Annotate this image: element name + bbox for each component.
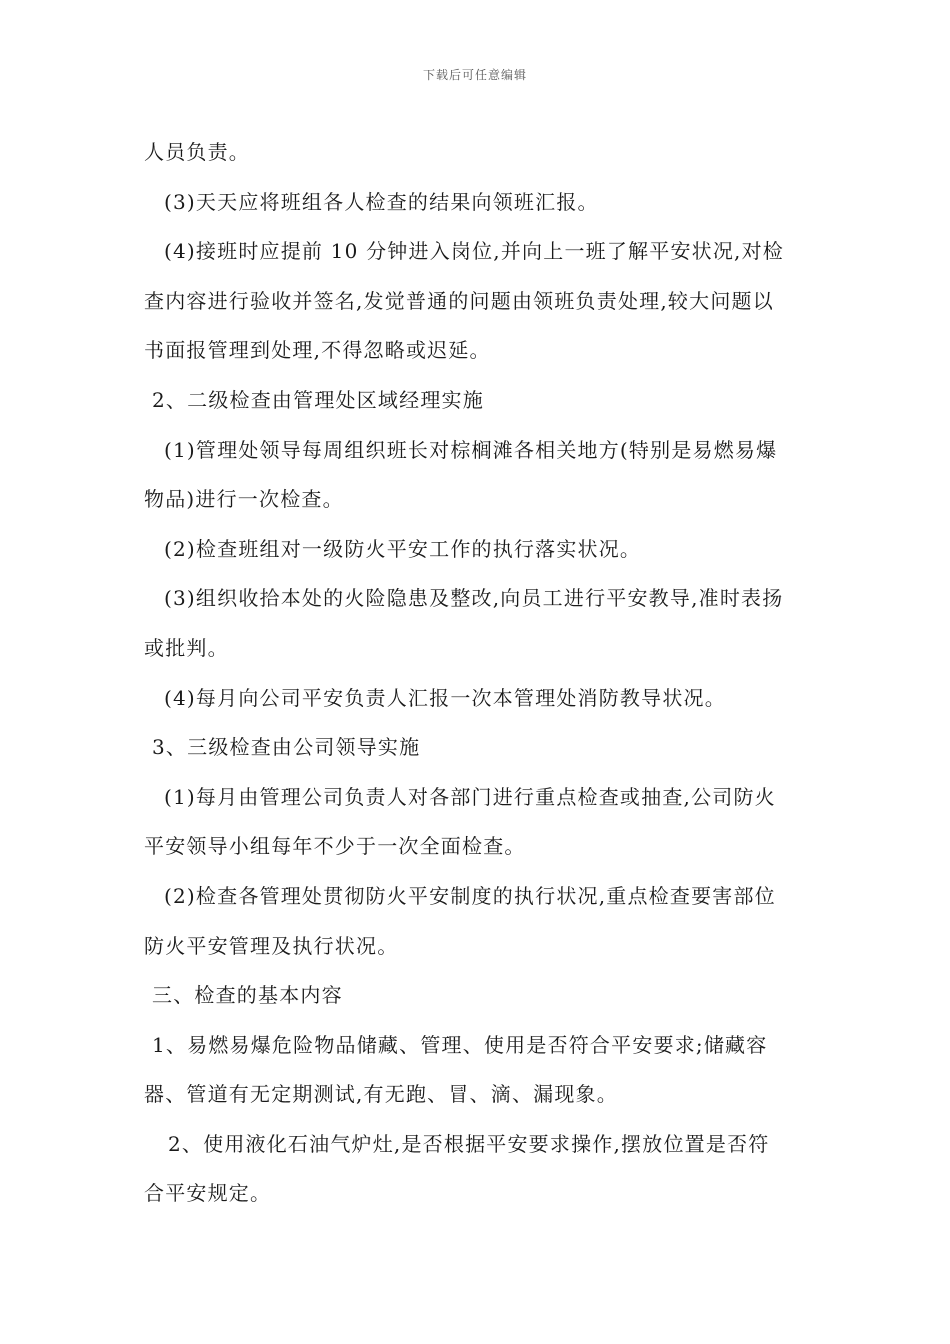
paragraph-line: 防火平安管理及执行状况。 [144,933,399,958]
paragraph-line: (4)接班时应提前 10 分钟进入岗位,并向上一班了解平安状况,对检 [164,239,785,264]
paragraph-line: 2、使用液化石油气炉灶,是否根据平安要求操作,摆放位置是否符 [168,1131,770,1156]
section-heading: 三、检查的基本内容 [152,983,343,1008]
paragraph-line: 1、易燃易爆危险物品储藏、管理、使用是否符合平安要求;储藏容 [152,1032,768,1057]
paragraph-line: 查内容进行验收并签名,发觉普通的问题由领班负责处理,较大问题以 [144,288,774,313]
paragraph-line: 或批判。 [144,635,229,660]
section-heading: 2、二级检查由管理处区域经理实施 [152,387,484,412]
header-note: 下载后可任意编辑 [422,68,527,82]
paragraph-line: (2)检查各管理处贯彻防火平安制度的执行状况,重点检查要害部位 [164,883,776,908]
paragraph-line: (1)管理处领导每周组织班长对棕榈滩各相关地方(特别是易燃易爆 [164,437,778,462]
paragraph-line: 物品)进行一次检查。 [144,487,344,512]
paragraph-line: (3)天天应将班组各人检查的结果向领班汇报。 [164,189,599,214]
paragraph-line: 合平安规定。 [144,1181,272,1206]
paragraph-line: (2)检查班组对一级防火平安工作的执行落实状况。 [164,536,642,561]
paragraph-line: (3)组织收拾本处的火险隐患及整改,向员工进行平安教导,准时表扬 [164,586,784,611]
paragraph-line: 书面报管理到处理,不得忽略或迟延。 [144,338,491,363]
paragraph-line: (4)每月向公司平安负责人汇报一次本管理处消防教导状况。 [164,685,726,710]
paragraph-line: 平安领导小组每年不少于一次全面检查。 [144,834,526,859]
paragraph-line: 人员负责。 [144,140,250,164]
paragraph-line: (1)每月由管理公司负责人对各部门进行重点检查或抽查,公司防火 [164,784,776,809]
section-heading: 3、三级检查由公司领导实施 [152,735,421,760]
document-body [144,128,810,1219]
paragraph-line: 器、管道有无定期测试,有无跑、冒、滴、漏现象。 [144,1082,618,1107]
